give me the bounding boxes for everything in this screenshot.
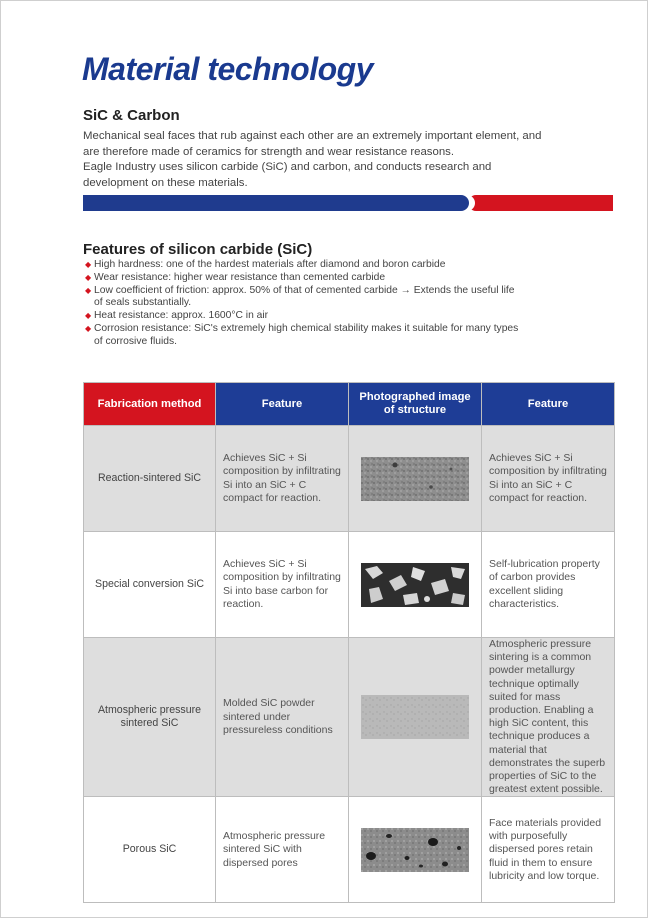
structure-image-cell: [349, 797, 482, 903]
band-blue-segment: [83, 195, 469, 211]
page-title: Material technology: [82, 51, 373, 87]
table-row: [84, 532, 615, 638]
feature-cell: Achieves SiC + Si composition by infiltrating Si into an SiC + C compact for reaction.: [216, 426, 349, 532]
header-fabrication-method: Fabrication method: [84, 383, 216, 426]
feature-item: [85, 272, 525, 285]
feature-text: Wear resistance: higher wear resistance than cemented carbide: [94, 271, 386, 283]
feature-cell-2: Face materials provided with purposefully dispersed pores retain fluid in them to ensure lubricity and low torque.: [482, 797, 615, 903]
microstructure-image-reaction-sintered: [361, 457, 469, 501]
intro-paragraph: Eagle Industry uses silicon carbide (SiC) and carbon, and conducts research and development on these materials.: [83, 161, 492, 189]
method-cell: Atmospheric pressure sintered SiC: [84, 638, 216, 797]
structure-image-cell: [349, 532, 482, 638]
method-cell: Reaction-sintered SiC: [84, 426, 216, 532]
feature-cell: Molded SiC powder sintered under pressureless conditions: [216, 638, 349, 797]
feature-text: High hardness: one of the hardest materials after diamond and boron carbide: [94, 259, 446, 270]
table-header-row: [84, 383, 615, 426]
microstructure-image-porous: [361, 828, 469, 872]
method-cell: Special conversion SiC: [84, 532, 216, 638]
band-red-segment: [468, 195, 613, 211]
red-diamond-icon: ◆: [85, 260, 92, 269]
feature-cell-2: Achieves SiC + Si composition by infiltrating Si into an SiC + C compact for reaction.: [482, 426, 615, 532]
header-structure-image: Photographed image of structure: [349, 383, 482, 426]
microstructure-image-special-conversion: [361, 563, 469, 607]
red-diamond-icon: ◆: [85, 285, 92, 295]
header-feature-2: Feature: [482, 383, 615, 426]
feature-item: [85, 285, 525, 311]
feature-item: [85, 323, 525, 349]
table-row: [84, 797, 615, 903]
microstructure-image-atmospheric-pressure: [361, 695, 469, 739]
red-diamond-icon: ◆: [85, 311, 92, 321]
red-diamond-icon: ◆: [85, 272, 92, 282]
fabrication-table: [83, 382, 615, 903]
structure-image-cell: [349, 638, 482, 797]
feature-text: Corrosion resistance: SiC's extremely high chemical stability makes it suitable for many types of corrosive fluids.: [94, 322, 519, 347]
structure-image-cell: [349, 426, 482, 532]
feature-cell-2: Atmospheric pressure sintering is a common powder metallurgy technique optimally suited for mass production. Enabling a high SiC content, this technique produces a material that demonstrates the superb properties of SiC to the greatest extent possible.: [482, 638, 615, 797]
feature-item: [85, 259, 525, 272]
feature-cell-2: Self-lubrication property of carbon provides excellent sliding characteristics.: [482, 532, 615, 638]
feature-text: Low coefficient of friction: approx. 50% of that of cemented carbide → Extends the useful life of seals substantially.: [94, 284, 515, 309]
feature-cell: Atmospheric pressure sintered SiC with dispersed pores: [216, 797, 349, 903]
features-list: [85, 259, 525, 349]
features-heading: Features of silicon carbide (SiC): [83, 241, 313, 258]
intro-paragraph: Mechanical seal faces that rub against each other are an extremely important element, and are therefore made of ceramics for strength and wear resistance reasons.: [83, 130, 542, 158]
table-row: [84, 638, 615, 797]
header-feature: Feature: [216, 383, 349, 426]
feature-cell: Achieves SiC + Si composition by infiltrating Si into base carbon for reaction.: [216, 532, 349, 638]
red-diamond-icon: ◆: [85, 323, 92, 333]
feature-text: Heat resistance: approx. 1600°C in air: [94, 310, 269, 322]
feature-item: [85, 310, 525, 323]
method-cell: Porous SiC: [84, 797, 216, 903]
table-row: [84, 426, 615, 532]
brand-color-band: [83, 195, 613, 211]
section-subtitle: SiC & Carbon: [83, 107, 180, 124]
intro-text: [83, 129, 543, 191]
